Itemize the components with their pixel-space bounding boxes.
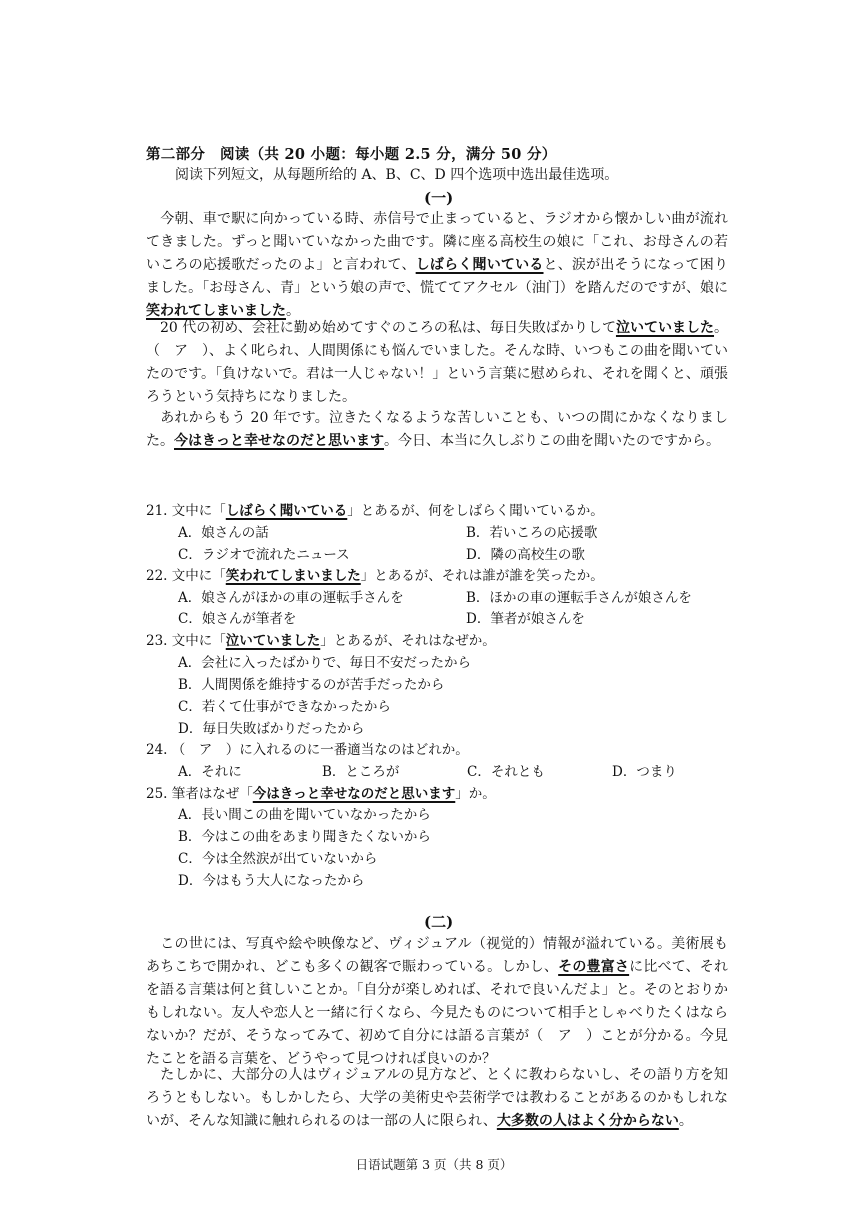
q23-option-a[interactable]: A．会社に入ったばかりで、毎日不安だったから	[178, 655, 471, 671]
q22-option-c[interactable]: C．娘さんが筆者を	[178, 611, 297, 627]
question-22: 22. 文中に「笑われてしまいました」とあるが、それは誰が誰を笑ったか。	[146, 568, 604, 584]
q24-option-c[interactable]: C．それとも	[467, 764, 545, 780]
section-heading: 第二部分 阅读（共 20 小题：每小题 2.5 分，满分 50 分）	[146, 146, 557, 163]
underline-phrase: 大多数の人はよく分からない	[496, 1113, 679, 1129]
question-25: 25. 筆者はなぜ「今はきっと幸せなのだと思います」か。	[146, 786, 496, 802]
question-24: 24. （ ア ）に入れるのに一番適当なのはどれか。	[146, 742, 469, 758]
q23-option-d[interactable]: D．毎日失敗ばかりだったから	[178, 721, 365, 737]
passage2-paragraph-2: たしかに、大部分の人はヴィジュアルの見方など、とくに教わらないし、その語り方を知ろうともしない。もしかしたら、大学の美術史や芸術学では教わることがあるのかもしれないが、そんな知識に触れられるのは一部の人に限られ、大多数の人はよく分からない。	[146, 1067, 728, 1129]
q25-option-d[interactable]: D．今はもう大人になったから	[178, 873, 365, 889]
passage2-paragraph-1: この世には、写真や絵や映像など、ヴィジュアル（视觉的）情報が溢れている。美術展もあちこちで開かれ、どこも多くの観客で賑わっている。しかし、その豊富さに比べて、それを語る言葉は何と貧しいことか。「自分が楽しめれば、それで良いんだよ」と。そのとおりかもしれない。友人や恋人と一緒に行くなら、今見たものについて相手としゃべりたくはならないか？だが、そうなってみて、初めて自分には語る言葉が（ ア ）ことが分かる。今見たことを語る言葉を、どうやって見つければ良いのか？	[146, 936, 729, 1067]
q22-option-a[interactable]: A．娘さんがほかの車の運転手さんを	[178, 590, 404, 606]
underline-phrase: しばらく聞いている	[415, 257, 544, 273]
section-instruction: 阅读下列短文，从每题所给的 A、B、C、D 四个选项中选出最佳选项。	[175, 167, 619, 183]
question-23: 23. 文中に「泣いていました」とあるが、それはなぜか。	[146, 633, 496, 649]
question-21: 21. 文中に「しばらく聞いている」とあるが、何をしばらく聞いているか。	[146, 503, 604, 519]
q23-option-b[interactable]: B．人間関係を維持するのが苦手だったから	[178, 677, 445, 693]
q21-option-d[interactable]: D．隣の高校生の歌	[466, 547, 585, 563]
q24-option-a[interactable]: A．それに	[178, 764, 242, 780]
q21-option-b[interactable]: B．若いころの応援歌	[466, 525, 598, 541]
q22-option-b[interactable]: B．ほかの車の運転手さんが娘さんを	[466, 590, 692, 606]
underline-phrase: 泣いていました	[615, 320, 715, 336]
page-footer: 日语试题第 3 页（共 8 页）	[355, 1157, 513, 1172]
q24-option-b[interactable]: B．ところが	[322, 764, 400, 780]
q25-option-b[interactable]: B．今はこの曲をあまり聞きたくないから	[178, 829, 431, 845]
passage1-paragraph-2: 20 代の初め、会社に勤め始めてすぐのころの私は、毎日失敗ばかりして泣いていました。（ ア ）、よく叱られ、人間関係にも悩んでいました。そんな時、いつもこの曲を聞いていたのです。「負けないで。君は一人じゃない！」という言葉に慰められ、それを聞くと、頑張ろうという気持ちになりました。	[146, 320, 729, 405]
passage1-paragraph-3: あれからもう 20 年です。泣きたくなるような苦しいことも、いつの間にかなくなりました。今はきっと幸せなのだと思います。今日、本当に久しぶりこの曲を聞いたのですから。	[146, 410, 728, 449]
underline-phrase: 笑われてしまいました	[146, 303, 286, 319]
q25-option-c[interactable]: C．今は全然涙が出ていないから	[178, 851, 378, 867]
q23-option-c[interactable]: C．若くて仕事ができなかったから	[178, 699, 391, 715]
passage2-title: (二)	[424, 913, 454, 931]
q21-option-a[interactable]: A．娘さんの話	[178, 525, 269, 541]
underline-phrase: その豊富さ	[558, 959, 630, 975]
q22-option-d[interactable]: D．筆者が娘さんを	[466, 611, 585, 627]
q21-option-c[interactable]: C．ラジオで流れたニュース	[178, 547, 350, 563]
passage1-title: (一)	[424, 189, 454, 207]
q25-option-a[interactable]: A．長い間この曲を聞いていなかったから	[178, 807, 431, 823]
q24-option-d[interactable]: D．つまり	[612, 764, 677, 780]
passage1-paragraph-1: 今朝、車で駅に向かっている時、赤信号で止まっていると、ラジオから懐かしい曲が流れてきました。ずっと聞いていなかった曲です。隣に座る高校生の娘に「これ、お母さんの若いころの応援歌だったのよ」と言われて、しばらく聞いていると、涙が出そうになって困りました。「お母さん、青」という娘の声で、慌ててアクセル（油门）を踏んだのですが、娘に笑われてしまいました。	[146, 211, 728, 319]
underline-phrase: 今はきっと幸せなのだと思います	[174, 433, 384, 449]
